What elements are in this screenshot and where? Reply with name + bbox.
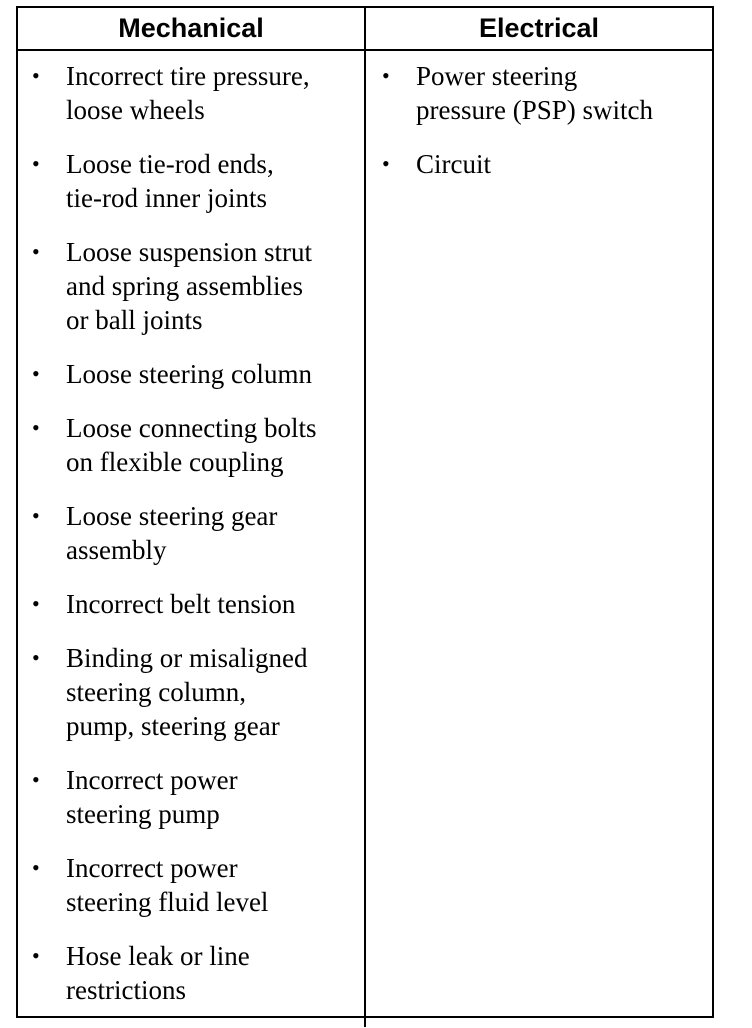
- list-item: [32, 499, 364, 567]
- bullet-icon: •: [32, 415, 40, 440]
- list-item-text: Power steering pressure (PSP) switch: [416, 61, 653, 125]
- list-item: [32, 411, 364, 479]
- electrical-header: Electrical: [366, 8, 712, 51]
- mechanical-column: [18, 51, 366, 1027]
- list-item: [32, 235, 364, 337]
- list-item: [32, 851, 364, 919]
- list-item: [382, 147, 712, 181]
- bullet-icon: •: [32, 151, 40, 176]
- electrical-column: [366, 51, 712, 1027]
- list-item-text: Loose tie-rod ends, tie-rod inner joints: [66, 149, 274, 213]
- bullet-icon: •: [382, 151, 390, 176]
- list-item-text: Circuit: [416, 149, 491, 179]
- mechanical-list: [32, 59, 364, 1007]
- list-item-text: Loose steering gear assembly: [66, 501, 278, 565]
- list-item-text: Binding or misaligned steering column, pump, steering gear: [66, 643, 308, 741]
- list-item-text: Incorrect power steering fluid level: [66, 853, 269, 917]
- list-item-text: Incorrect belt tension: [66, 589, 296, 619]
- diagnosis-table: [16, 6, 714, 1018]
- list-item-text: Incorrect power steering pump: [66, 765, 238, 829]
- bullet-icon: •: [32, 503, 40, 528]
- list-item: [32, 587, 364, 621]
- list-item-text: Loose steering column: [66, 359, 312, 389]
- list-item: [32, 939, 364, 1007]
- mechanical-header: Mechanical: [18, 8, 366, 51]
- list-item: [32, 641, 364, 743]
- list-item-text: Hose leak or line restrictions: [66, 941, 250, 1005]
- bullet-icon: •: [32, 361, 40, 386]
- bullet-icon: •: [32, 943, 40, 968]
- bullet-icon: •: [382, 63, 390, 88]
- electrical-list: [382, 59, 712, 181]
- list-item: [382, 59, 712, 127]
- bullet-icon: •: [32, 239, 40, 264]
- bullet-icon: •: [32, 645, 40, 670]
- list-item: [32, 59, 364, 127]
- list-item-text: Loose suspension strut and spring assemblies or ball joints: [66, 237, 312, 335]
- bullet-icon: •: [32, 855, 40, 880]
- list-item-text: Incorrect tire pressure, loose wheels: [66, 61, 310, 125]
- list-item: [32, 147, 364, 215]
- bullet-icon: •: [32, 767, 40, 792]
- list-item: [32, 357, 364, 391]
- list-item: [32, 763, 364, 831]
- bullet-icon: •: [32, 63, 40, 88]
- bullet-icon: •: [32, 591, 40, 616]
- list-item-text: Loose connecting bolts on flexible coupling: [66, 413, 317, 477]
